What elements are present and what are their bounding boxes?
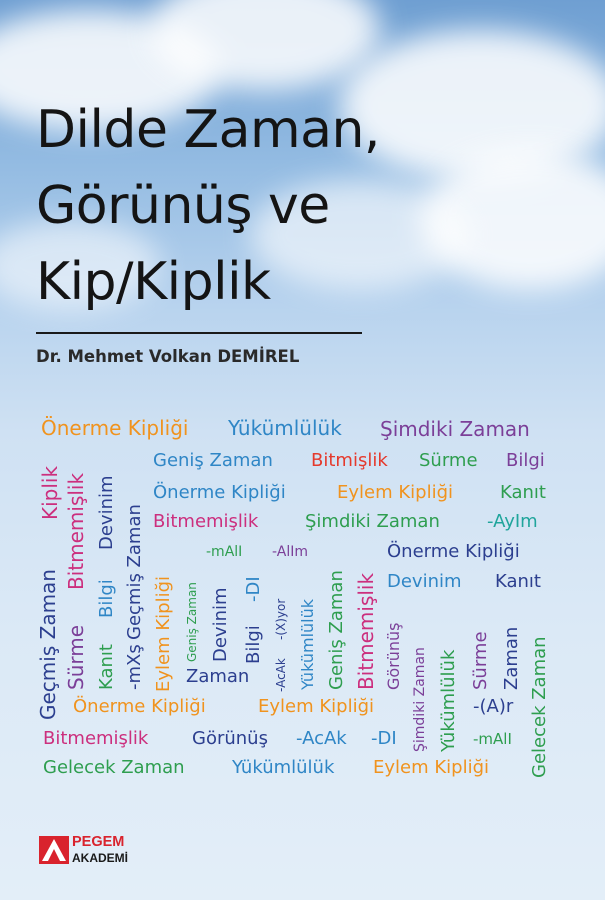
word: Yükümlülük	[228, 416, 342, 440]
author-name: Dr. Mehmet Volkan DEMİREL	[36, 347, 300, 366]
word: Bitmemişlik	[354, 572, 378, 690]
word: Şimdiki Zaman	[412, 647, 428, 752]
word: -(A)r	[473, 696, 514, 717]
word: -AcAk	[274, 658, 288, 692]
word: Sürme	[470, 631, 491, 690]
word: Bitmemişlik	[153, 511, 259, 532]
word: Geniş Zaman	[185, 582, 199, 662]
word: Şimdiki Zaman	[380, 417, 530, 441]
book-title	[36, 92, 380, 320]
word: -AlIm	[272, 544, 308, 560]
word: -(X)yor	[274, 598, 288, 640]
word: Kanıt	[500, 482, 546, 503]
word: -AyIm	[487, 511, 538, 532]
word: -DI	[243, 576, 264, 602]
word: Bitmişlik	[311, 450, 388, 471]
word: -mAlI	[473, 730, 512, 748]
word: Bilgi	[243, 625, 264, 664]
word: Eylem Kipliği	[373, 757, 490, 778]
word: Bilgi	[506, 450, 545, 471]
word: Görünüş	[192, 728, 268, 749]
word: Bitmemişlik	[43, 728, 149, 749]
word: Eylem Kipliği	[153, 575, 174, 692]
word: -DI	[371, 728, 397, 749]
word: Sürme	[419, 450, 478, 471]
word: Devinim	[96, 475, 117, 550]
word: Eylem Kipliği	[337, 482, 454, 503]
word: Bilgi	[96, 579, 117, 618]
word: Gelecek Zaman	[529, 636, 550, 778]
publisher-subname: AKADEMİ	[72, 851, 128, 865]
word: Bitmemişlik	[64, 472, 88, 590]
word: Geçmiş Zaman	[124, 504, 145, 640]
word: -mAlI	[206, 544, 243, 560]
word: Yükümlülük	[438, 649, 459, 752]
word: Eylem Kipliği	[258, 696, 375, 717]
title-line: Görünüş ve	[36, 176, 330, 236]
word: Önerme Kipliği	[73, 696, 206, 717]
word: Yükümlülük	[232, 757, 335, 778]
word: Geniş Zaman	[153, 450, 273, 471]
word: Kanıt	[96, 644, 117, 690]
word: Önerme Kipliği	[153, 482, 286, 503]
title-line: Kip/Kiplik	[36, 252, 271, 312]
word: Yükümlülük	[298, 598, 317, 690]
publisher-name: PEGEM	[72, 834, 125, 850]
title-divider	[36, 332, 362, 334]
word: Devinim	[387, 571, 462, 592]
word: -mXş	[124, 644, 145, 690]
word: Önerme Kipliği	[387, 541, 520, 562]
pegem-logo-icon	[39, 836, 69, 864]
word: Görünüş	[384, 622, 403, 690]
word: Önerme Kipliği	[41, 416, 189, 440]
word: Sürme	[64, 624, 88, 690]
word: Kiplik	[38, 465, 62, 520]
word: -AcAk	[296, 728, 347, 749]
word: Devinim	[210, 587, 231, 662]
word: Gelecek Zaman	[43, 757, 185, 778]
title-line: Dilde Zaman,	[36, 100, 380, 160]
word: Kanıt	[495, 571, 541, 592]
word: Geniş Zaman	[326, 570, 347, 690]
word: Şimdiki Zaman	[305, 511, 440, 532]
word: Geçmiş Zaman	[36, 569, 60, 720]
word: Zaman	[501, 626, 522, 690]
word: Zaman	[186, 666, 250, 687]
